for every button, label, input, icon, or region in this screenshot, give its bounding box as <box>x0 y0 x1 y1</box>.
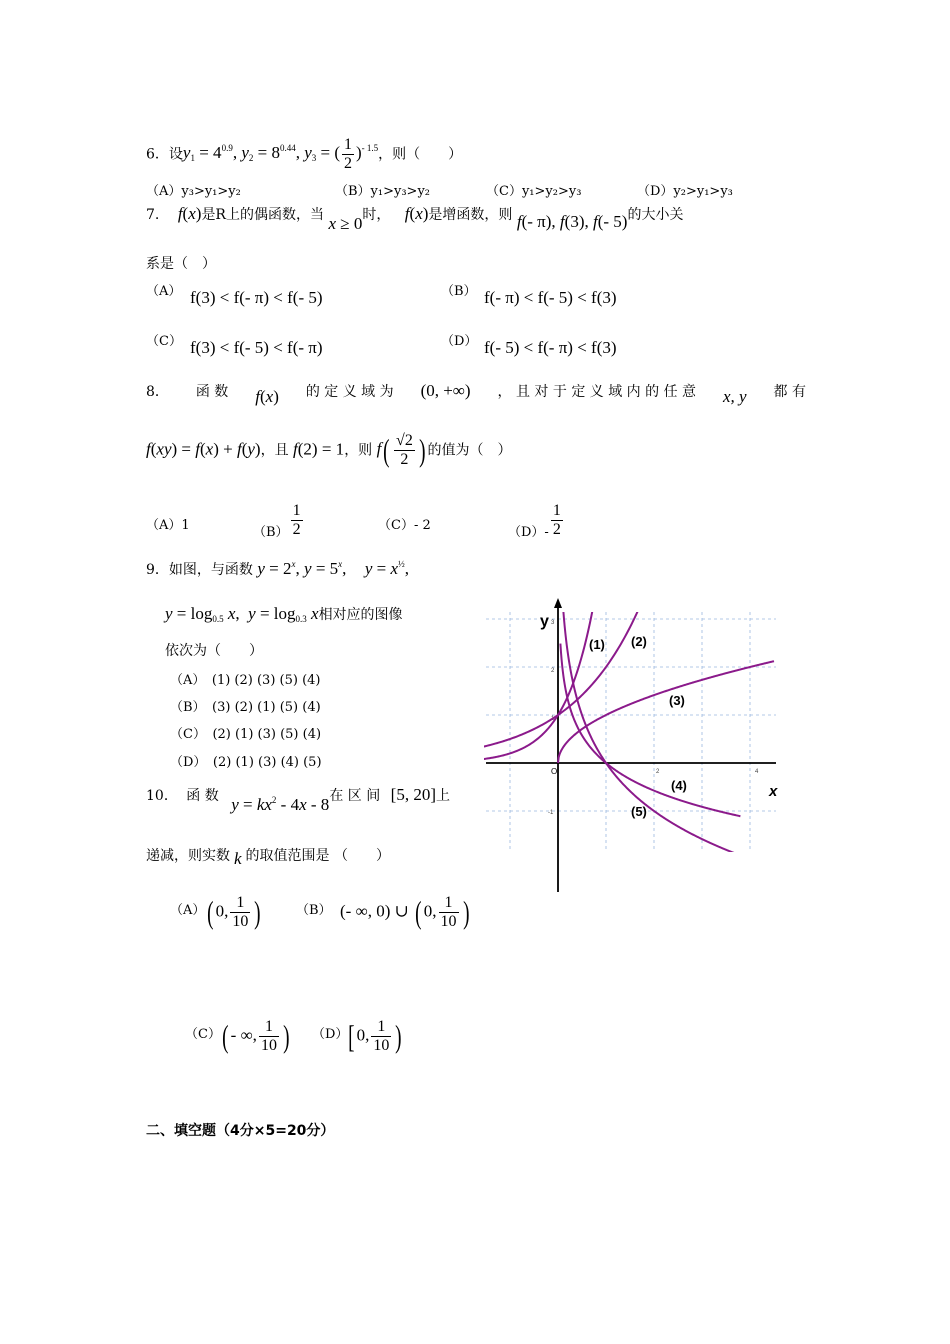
q7-option-c[interactable]: f(3) < f(- 5) < f(- π) <box>190 338 323 357</box>
function-graph <box>484 596 784 896</box>
q9-option-c[interactable]: （C） (2) (1) (3) (5) (4) <box>170 727 322 742</box>
q6-option-c[interactable]: （C）y₁>y₂>y₃ <box>486 184 582 199</box>
q10-line2: 递减，则实数 k 的取值范围是 （ ） <box>146 848 390 868</box>
section-2-heading: 二、填空题（4分×5=20分） <box>146 1123 335 1139</box>
q10-label-b[interactable]: （B） <box>296 903 332 918</box>
q10-option-b[interactable]: (- ∞, 0) ∪ ( 0, $\frac{1}{10}$ ) <box>340 894 470 930</box>
q9-functions-2: $y = x^{\frac{1}{2}}$, <box>364 559 410 578</box>
q8-option-a[interactable]: （A）1 <box>146 518 190 533</box>
origin-label: O <box>551 767 558 776</box>
q7-option-b[interactable]: f(- π) < f(- 5) < f(3) <box>484 288 617 307</box>
q7-line2: 系是（ ） <box>146 256 216 272</box>
q8-target: f( $\frac{√2}{2}$ ) <box>376 432 426 468</box>
q8-line2: f(xy) = f(x) + f(y)，且 f(2) = 1，则 f( $\frac{√2}{2}$ ) 的值为（ ） <box>146 432 512 468</box>
q10-label-d[interactable]: （D） <box>312 1027 349 1042</box>
q10-stem: 10． 函 数 $y = kx^2 - 4x - 8$在 区 间 [5, 20]上 <box>146 785 450 814</box>
q8-option-b[interactable]: （B） $\frac{1}{2}$ <box>253 502 301 540</box>
q8-xy: x, y <box>722 387 747 406</box>
q8-fx: f(x) <box>255 387 279 406</box>
q7-fx-2: f(x) <box>404 204 429 223</box>
q7-label-d[interactable]: （D） <box>441 334 478 349</box>
curve-label-4: (4) <box>671 778 687 793</box>
q10-option-c[interactable]: ( - ∞, $\frac{1}{10}$ ) <box>222 1018 290 1054</box>
y-tick-neg1: -1 <box>548 810 554 816</box>
q8-f2: f(2) = 1 <box>293 439 345 459</box>
q8-option-c[interactable]: （C）- 2 <box>378 518 431 533</box>
y-tick-3: 3 <box>551 620 555 626</box>
q7-label-c[interactable]: （C） <box>146 334 182 349</box>
q10-function: $y = kx^2 - 4x - 8$ <box>231 795 330 814</box>
q7-fx: f <box>177 204 183 223</box>
q9-option-b[interactable]: （B） (3) (2) (1) (5) (4) <box>170 700 321 715</box>
q7-option-d[interactable]: f(- 5) < f(- π) < f(3) <box>484 338 617 357</box>
x-axis-label: x <box>769 783 778 800</box>
q10-label-c[interactable]: （C） <box>185 1027 221 1042</box>
q6-option-d[interactable]: （D）y₂>y₁>y₃ <box>637 184 733 199</box>
x-tick-4: 4 <box>755 769 759 775</box>
x-tick-2: 2 <box>656 769 660 775</box>
y-axis-label: y <box>540 613 549 630</box>
q8-domain: (0, +∞) <box>420 381 471 400</box>
q7-label-b[interactable]: （B） <box>441 284 477 299</box>
q10-interval: [5, 20] <box>390 785 436 804</box>
q7-label-a[interactable]: （A） <box>146 284 182 299</box>
q6-stem: 6．设$y_1 = 4^{0.9}$, $y_2 = 8^{0.44}$, $y_3$ = ( $\frac{1}{2}$ )$^{- 1.5}$，则（ ） <box>146 136 463 172</box>
q9-option-a[interactable]: （A） (1) (2) (3) (5) (4) <box>170 673 321 688</box>
curve-label-1: (1) <box>589 637 605 652</box>
q9-stem: 9．如图，与函数 $y = 2^x$, $y = 5^x$, $y = x^{\frac{1}{2}}$, <box>146 559 410 578</box>
q6-formula: $y_1 = 4^{0.9}$, $y_2 = 8^{0.44}$, $y_3$ = ( $\frac{1}{2}$ )$^{- 1.5}$ <box>182 136 379 172</box>
q8-stem: 8． 函 数 f(x) 的 定 义 域 为 (0, +∞) ， 且 对 于 定 义 域 内 的 任 意 x, y 都 有 <box>146 381 806 406</box>
q6-option-a[interactable]: （A）y₃>y₁>y₂ <box>146 184 241 199</box>
y-tick-2: 2 <box>551 668 555 674</box>
q9-line3: 依次为（ ） <box>165 643 263 659</box>
y-axis-arrow <box>554 598 562 608</box>
curve-2 <box>484 607 640 747</box>
q10-k: k <box>234 849 242 868</box>
q6-option-b[interactable]: （B）y₁>y₃>y₂ <box>335 184 431 199</box>
q9-functions-1: $y = 2^x$, $y = 5^x$, <box>257 559 347 578</box>
q7-condition: x ≥ 0 <box>328 214 363 233</box>
curve-label-3: (3) <box>669 693 685 708</box>
curve-label-5: (5) <box>631 804 647 819</box>
curve-label-2: (2) <box>631 634 647 649</box>
q7-values: f(- π), f(3), f(- 5) <box>516 212 628 231</box>
q9-line2: $y = \log_{0.5} x$, $y = \log_{0.3} x$相对应的图像 <box>165 604 403 624</box>
q9-functions-3: $y = \log_{0.5} x$, $y = \log_{0.3} x$ <box>165 604 319 624</box>
q7-stem: 7. f(x)是R上的偶函数，当 x ≥ 0时， f(x)是增函数，则 f(- π), f(3), f(- 5)的大小关 <box>146 204 684 233</box>
q8-option-d[interactable]: （D）- $\frac{1}{2}$ <box>508 502 561 540</box>
q9-option-d[interactable]: （D） (2) (1) (3) (4) (5) <box>170 755 322 770</box>
q7-option-a[interactable]: f(3) < f(- π) < f(- 5) <box>190 288 323 307</box>
q10-option-d[interactable]: [ 0, $\frac{1}{10}$ ) <box>348 1018 402 1054</box>
q10-label-a[interactable]: （A） <box>170 903 206 918</box>
y-tick-1: 1 <box>551 716 555 722</box>
q8-functional-eq: f(xy) = f(x) + f(y) <box>146 439 261 459</box>
q10-option-a[interactable]: ( 0, $\frac{1}{10}$ ) <box>207 894 261 930</box>
